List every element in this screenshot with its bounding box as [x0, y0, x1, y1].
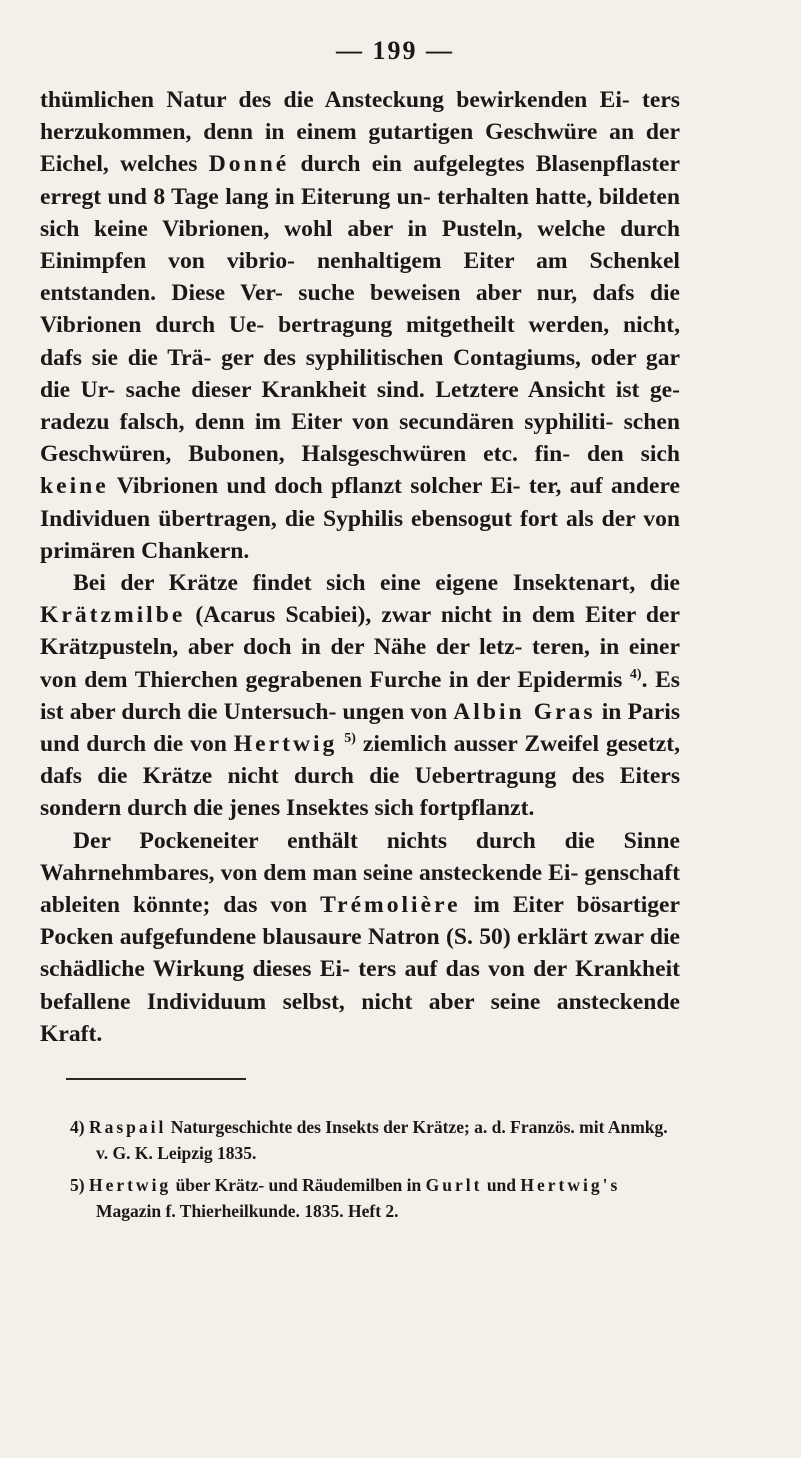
footnotes — [70, 1114, 680, 1224]
spaced-name-text: Krätzmilbe — [40, 602, 186, 629]
text-run: . Es ist aber durch die Untersuch- ungen von — [40, 666, 680, 725]
paragraph — [40, 567, 680, 825]
spaced-name-text: keine — [40, 473, 109, 500]
spaced-name-text: Gurlt — [425, 1175, 483, 1196]
text-run: Der Pockeneiter enthält nichts durch die Sinne Wahrnehmbares, von dem man seine ansteckende Ei- genschaft ableiten könnte; das von — [40, 827, 680, 919]
footnote-divider — [66, 1078, 246, 1080]
book-page — [40, 36, 680, 1230]
text-run: über Krätz- und Räudemilben in — [171, 1175, 426, 1196]
spaced-name-text: Raspail — [88, 1117, 167, 1138]
spaced-name-text: Hertwig — [88, 1175, 172, 1196]
paragraph — [40, 84, 680, 567]
spaced-name-text: Hertwig — [233, 731, 338, 758]
spaced-name-text: Hertwig's — [520, 1175, 621, 1196]
main-text — [40, 84, 680, 1050]
text-run: 5) — [70, 1175, 89, 1196]
paragraph — [40, 825, 680, 1050]
text-run: in Paris und durch die von — [40, 698, 681, 758]
text-run: 4) — [70, 1117, 89, 1138]
text-run: Magazin f. Thierheilkunde. 1835. Heft 2. — [96, 1201, 399, 1222]
text-run: thümlichen Natur des die Ansteckung bewirkenden Ei- ters herzukommen, denn in einem gutartigen Geschwüre an der Eichel, welches — [40, 87, 680, 178]
footnote — [70, 1172, 680, 1224]
text-run: Bei der Krätze findet sich eine eigene Insektenart, die — [73, 570, 680, 597]
spaced-name-text: Donné — [208, 151, 290, 178]
footnote-marker: 4) — [629, 666, 642, 682]
text-run: im Eiter bösartiger Pocken aufgefundene blausaure Natron (S. 50) erklärt zwar die schädliche Wirkung dieses Ei- ters auf das von der Krankheit befallene Individuum selbst, nicht aber seine ansteckende Kraft. — [40, 892, 681, 1047]
text-run: Naturgeschichte des Insekts der Krätze; a. d. Französ. mit Anmkg. v. G. K. Leipzig 1835. — [96, 1117, 668, 1164]
text-run: (Acarus Scabiei), zwar nicht in dem Eiter der Krätzpusteln, aber doch in der Nähe der letz- teren, in einer von dem Thierchen gegrabenen Furche in der Epidermis — [40, 602, 680, 693]
text-run: durch ein aufgelegtes Blasenpflaster erregt und 8 Tage lang in Eiterung un- terhalten hatte, bildeten sich keine Vibrionen, wohl aber in Pusteln, welche durch Einimpfen von vibrio- nenhaltigem Eiter am Schenkel entstanden. Diese Ver- suche beweisen aber nur, dafs die Vibrionen durch Ue- bertragung mitgetheilt werden, nicht, dafs sie die Trä- ger des syphilitischen Contagiums, oder gar die Ur- sache dieser Krankheit sind. Letztere Ansicht ist ge- radezu falsch, denn im Eiter von secundären syphiliti- schen Geschwüren, Bubonen, Halsgeschwüren etc. fin- den sich — [40, 151, 680, 468]
spaced-name-text: Albin Gras — [453, 698, 596, 725]
page-number-header: — 199 — — [336, 36, 454, 65]
footnote-marker: 5) — [344, 731, 356, 747]
footnote — [70, 1114, 680, 1166]
text-run: und — [482, 1175, 521, 1196]
text-run: ziemlich ausser Zweifel gesetzt, dafs die Krätze nicht durch die Uebertragung des Eiters sondern durch die jenes Insektes sich fortpflanzt. — [40, 731, 680, 822]
text-run: Vibrionen und doch pflanzt solcher Ei- ter, auf andere Individuen übertragen, die Syphilis ebensogut fort als der von primären Chankern. — [40, 473, 680, 564]
spaced-name-text: Trémolière — [320, 892, 461, 919]
